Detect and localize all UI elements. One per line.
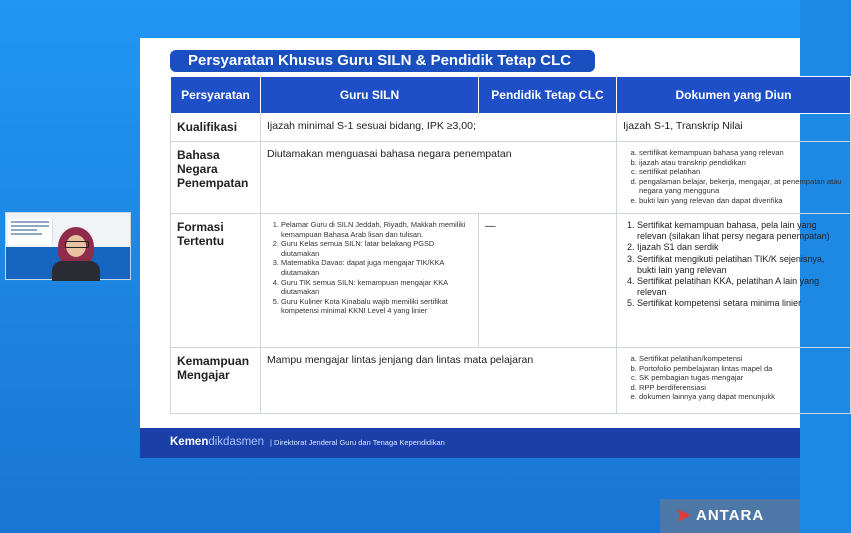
table-row: [171, 142, 851, 214]
antara-logo-icon: ➤: [676, 505, 692, 525]
list-item: 1. Sertifikat kemampuan bahasa, pela lain yang relevan (silakan lihat persy negara penempatan): [637, 220, 844, 242]
list-item: d. pengalaman belajar, bekerja, mengajar, at penempatan atau negara yang mengguna: [639, 177, 844, 196]
table-row: [171, 348, 851, 414]
presentation-slide: [140, 38, 842, 458]
list-item: e. bukti lain yang relevan dan dapat diverifika: [639, 196, 844, 206]
list-item: c. sertifikat pelatihan: [639, 167, 844, 177]
webcam-thumbnail[interactable]: [5, 212, 131, 280]
kemendikdasmen-logo: Kemendikdasmen: [170, 436, 264, 448]
list-item: 1. Pelamar Guru di SILN Jeddah, Riyadh, Makkah memiliki kemampuan Bahasa Arab lisan dan tulisan.: [281, 220, 472, 239]
col-header-dokumen: Dokumen yang Diun: [617, 77, 851, 114]
speaker-glasses: [65, 241, 89, 248]
formasi-dokumen: [617, 214, 851, 348]
speaker-body: [52, 261, 100, 281]
list-item: 4. Guru TIK semua SILN: kemampuan mengajar KKA diutamakan: [281, 278, 472, 297]
list-item: 3. Matematika Davao: dapat juga mengajar TIK/KKA diutamakan: [281, 258, 472, 277]
row-label-formasi: Formasi Tertentu: [171, 214, 261, 348]
requirements-table: [170, 76, 851, 414]
formasi-pendidik: —: [479, 214, 617, 348]
directorate-label: | Direktorat Jenderal Guru dan Tenaga Kependidikan: [270, 438, 445, 447]
list-item: b. Portofolio pembelajaran lintas mapel da: [639, 364, 844, 374]
list-item: 3. Sertifikat mengikuti pelatihan TIK/K sejenisnya, bukti lain yang relevan: [637, 254, 844, 276]
list-item: d. RPP berdiferensiasi: [639, 383, 844, 393]
bahasa-guru: Diutamakan menguasai bahasa negara penempatan: [261, 142, 617, 214]
col-header-persyaratan: Persyaratan: [171, 77, 261, 114]
list-item: 4. Sertifikat pelatihan KKA, pelatihan A lain yang relevan: [637, 276, 844, 298]
slide-title: Persyaratan Khusus Guru SILN & Pendidik Tetap CLC: [170, 50, 595, 72]
list-item: 2. Guru Kelas semua SILN: latar belakang PGSD diutamakan: [281, 239, 472, 258]
bahasa-dokumen: [617, 142, 851, 214]
kemampuan-dokumen: [617, 348, 851, 414]
row-label-kemampuan: Kemampuan Mengajar: [171, 348, 261, 414]
slide-footer: [140, 428, 800, 458]
webcam-background-slide: [8, 219, 53, 245]
table-row: [171, 114, 851, 142]
col-header-pendidik-clc: Pendidik Tetap CLC: [479, 77, 617, 114]
col-header-guru-siln: Guru SILN: [261, 77, 479, 114]
kualifikasi-guru: Ijazah minimal S-1 sesuai bidang, IPK ≥3,00;: [261, 114, 617, 142]
formasi-guru: [261, 214, 479, 348]
table-row: [171, 214, 851, 348]
list-item: e. dokumen lainnya yang dapat menunjukk: [639, 392, 844, 402]
kemampuan-guru: Mampu mengajar lintas jenjang dan lintas mata pelajaran: [261, 348, 617, 414]
list-item: b. ijazah atau transkrip pendidikan: [639, 158, 844, 168]
row-label-bahasa: Bahasa Negara Penempatan: [171, 142, 261, 214]
antara-watermark: [660, 499, 800, 533]
list-item: c. SK pembagian tugas mengajar: [639, 373, 844, 383]
list-item: 2. Ijazah S1 dan serdik: [637, 242, 844, 253]
antara-wordmark: ANTARA: [696, 507, 765, 524]
table-header-row: [171, 77, 851, 114]
list-item: a. Sertifikat pelatihan/kompetensi: [639, 354, 844, 364]
list-item: 5. Sertifikat kompetensi setara minima linier: [637, 298, 844, 309]
kualifikasi-dokumen: Ijazah S-1, Transkrip Nilai: [617, 114, 851, 142]
row-label-kualifikasi: Kualifikasi: [171, 114, 261, 142]
list-item: a. sertifikat kemampuan bahasa yang relevan: [639, 148, 844, 158]
list-item: 5. Guru Kuliner Kota Kinabalu wajib memiliki sertifikat kompetensi minimal KKNI Level 4 yang linier: [281, 297, 472, 316]
